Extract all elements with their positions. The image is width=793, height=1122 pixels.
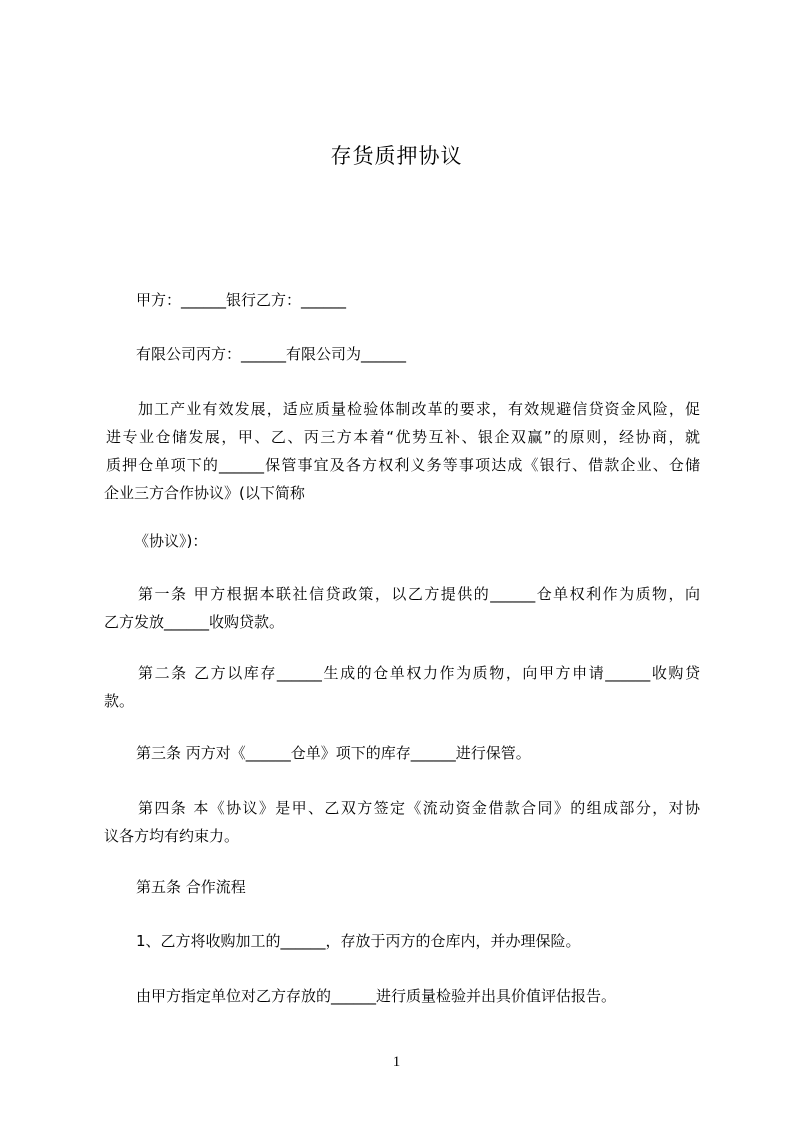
text-line: 第三条 丙方对《______仓单》项下的库存______进行保管。 — [136, 744, 531, 762]
article-5-heading — [136, 873, 732, 901]
text-line: 由甲方指定单位对乙方存放的______进行质量检验并出具价值评估报告。 — [136, 987, 617, 1005]
document-title: 存货质押协议 — [330, 144, 463, 168]
text-line: 《协议》)： — [134, 532, 208, 550]
text-line: 第四条 本《协议》是甲、乙双方签定《流动资金借款合同》的组成部分，对协 — [138, 799, 700, 817]
party-a-line — [136, 286, 732, 314]
article-5-item-1-continued — [136, 982, 732, 1010]
text-line: 加工产业有效发展，适应质量检验体制改革的要求，有效规避信贷资金风险，促 — [138, 400, 700, 418]
article-4 — [104, 794, 700, 850]
party-c-line — [136, 340, 732, 368]
preamble-paragraph — [104, 395, 700, 507]
text-line: 质押仓单项下的______保管事宜及各方权利义务等事项达成《银行、借款企业、仓储 — [106, 456, 700, 474]
text-line: 款。 — [104, 692, 135, 710]
article-1 — [104, 580, 700, 636]
article-2 — [104, 659, 700, 715]
text-line: 进专业仓储发展，甲、乙、丙三方本着“优势互补、银企双赢”的原则，经协商，就 — [106, 428, 700, 446]
agreement-short-name — [134, 527, 730, 555]
text-line: 议各方均有约束力。 — [104, 827, 240, 845]
text-line: 有限公司丙方：______有限公司为______ — [136, 345, 407, 363]
text-line: 乙方发放______收购贷款。 — [104, 613, 285, 631]
text-line: 第五条 合作流程 — [136, 878, 246, 896]
text-line: 第二条 乙方以库存______生成的仓单权力作为质物，向甲方申请______收购贷 — [138, 664, 700, 682]
text-line: 第一条 甲方根据本联社信贷政策，以乙方提供的______仓单权利作为质物，向 — [138, 585, 700, 603]
text-line: 企业三方合作协议》(以下简称 — [104, 484, 305, 502]
page-number: 1 — [392, 1054, 401, 1070]
article-5-item-1 — [136, 927, 732, 955]
text-line: 1、乙方将收购加工的______，存放于丙方的仓库内，并办理保险。 — [136, 932, 581, 950]
text-line: 甲方：______银行乙方：______ — [136, 291, 347, 309]
article-3 — [136, 739, 732, 767]
